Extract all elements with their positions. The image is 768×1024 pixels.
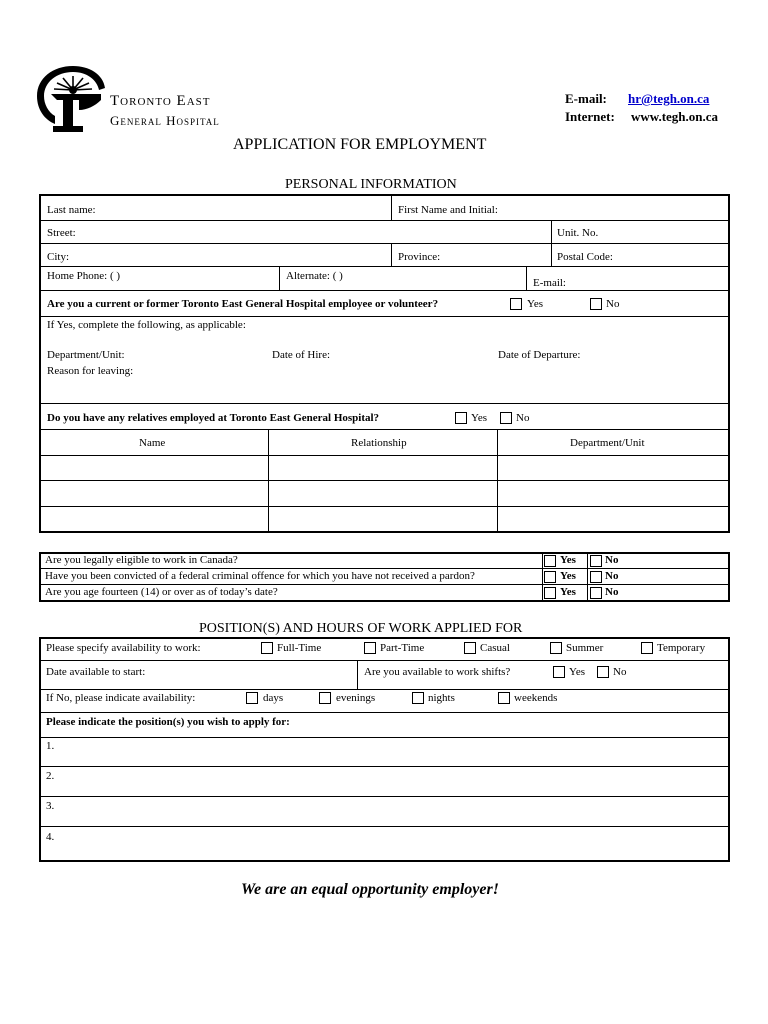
shifts-no-label: No [613, 666, 627, 678]
evenings-label: evenings [336, 692, 376, 704]
summer-label: Summer [566, 642, 604, 654]
temporary-checkbox[interactable] [641, 642, 653, 654]
unit-field[interactable]: Unit. No. [557, 227, 599, 239]
eligibility-yes-label: Yes [560, 554, 576, 566]
internet-label: Internet: [565, 109, 615, 124]
positions-instruction: Please indicate the position(s) you wish to apply for: [46, 716, 290, 728]
eligibility-yes-label: Yes [560, 570, 576, 582]
relatives-yes-label: Yes [471, 412, 488, 424]
org-name-line2: General Hospital [110, 113, 220, 128]
first-name-field[interactable]: First Name and Initial: [398, 204, 498, 216]
relatives-yes-checkbox[interactable] [455, 412, 467, 424]
eligibility-no-checkbox[interactable] [590, 587, 602, 599]
eligibility-question: Have you been convicted of a federal criminal offence for which you have not received a pardon? [45, 570, 475, 582]
hospital-logo [33, 60, 105, 136]
eligibility-question: Are you legally eligible to work in Canada? [45, 554, 238, 566]
nights-checkbox[interactable] [412, 692, 424, 704]
date-available-field[interactable]: Date available to start: [46, 666, 146, 678]
if-yes-instruction: If Yes, complete the following, as applicable: [47, 319, 246, 331]
eligibility-yes-checkbox[interactable] [544, 587, 556, 599]
eligibility-yes-checkbox[interactable] [544, 571, 556, 583]
province-field[interactable]: Province: [398, 251, 441, 263]
relatives-question: Do you have any relatives employed at Toronto East General Hospital? [47, 412, 380, 424]
eligibility-no-label: No [605, 570, 619, 582]
eligibility-yes-checkbox[interactable] [544, 555, 556, 567]
alternate-phone-field[interactable]: Alternate: ( ) [286, 270, 343, 282]
page-title: APPLICATION FOR EMPLOYMENT [233, 136, 487, 153]
part-time-label: Part-Time [380, 642, 425, 654]
position-line[interactable]: 1. [46, 740, 55, 752]
weekends-checkbox[interactable] [498, 692, 510, 704]
position-line[interactable]: 2. [46, 770, 55, 782]
casual-checkbox[interactable] [464, 642, 476, 654]
personal-info-heading: PERSONAL INFORMATION [285, 177, 457, 192]
evenings-checkbox[interactable] [319, 692, 331, 704]
street-field[interactable]: Street: [47, 227, 76, 239]
city-field[interactable]: City: [47, 251, 70, 263]
shifts-question: Are you available to work shifts? [364, 666, 511, 678]
relatives-col-name: Name [139, 437, 166, 449]
relatives-col-relationship: Relationship [351, 437, 407, 449]
full-time-label: Full-Time [277, 642, 322, 654]
employee-yes-label: Yes [527, 298, 544, 310]
days-label: days [263, 692, 284, 704]
shifts-yes-checkbox[interactable] [553, 666, 565, 678]
position-line[interactable]: 3. [46, 800, 55, 812]
employee-no-label: No [606, 298, 620, 310]
employee-question: Are you a current or former Toronto East General Hospital employee or volunteer? [47, 298, 439, 310]
last-name-field[interactable]: Last name: [47, 204, 96, 216]
date-of-hire-field[interactable]: Date of Hire: [272, 349, 331, 361]
if-no-availability-label: If No, please indicate availability: [46, 692, 196, 704]
casual-label: Casual [480, 642, 510, 654]
department-field[interactable]: Department/Unit: [47, 349, 125, 361]
reason-for-leaving-field[interactable]: Reason for leaving: [47, 365, 134, 377]
relatives-no-checkbox[interactable] [500, 412, 512, 424]
employee-yes-checkbox[interactable] [510, 298, 522, 310]
email-link[interactable]: hr@tegh.on.ca [628, 91, 710, 106]
eligibility-no-label: No [605, 586, 619, 598]
eligibility-no-checkbox[interactable] [590, 555, 602, 567]
equal-opportunity-statement: We are an equal opportunity employer! [241, 881, 499, 898]
eligibility-yes-label: Yes [560, 586, 576, 598]
relatives-no-label: No [516, 412, 530, 424]
eligibility-no-checkbox[interactable] [590, 571, 602, 583]
shifts-yes-label: Yes [569, 666, 586, 678]
days-checkbox[interactable] [246, 692, 258, 704]
org-name-line1: Toronto East [110, 93, 211, 109]
nights-label: nights [428, 692, 455, 704]
full-time-checkbox[interactable] [261, 642, 273, 654]
eligibility-no-label: No [605, 554, 619, 566]
postal-code-field[interactable]: Postal Code: [557, 251, 613, 263]
summer-checkbox[interactable] [550, 642, 562, 654]
position-heading: POSITION(S) AND HOURS OF WORK APPLIED FOR [199, 621, 523, 636]
personal-info-section [39, 194, 730, 533]
internet-url: www.tegh.on.ca [631, 109, 719, 124]
temporary-label: Temporary [657, 642, 706, 654]
email-field[interactable]: E-mail: [533, 277, 566, 289]
date-of-departure-field[interactable]: Date of Departure: [498, 349, 581, 361]
weekends-label: weekends [514, 692, 558, 704]
relatives-col-department: Department/Unit [570, 437, 645, 449]
home-phone-field[interactable]: Home Phone: ( ) [47, 270, 121, 282]
part-time-checkbox[interactable] [364, 642, 376, 654]
shifts-no-checkbox[interactable] [597, 666, 609, 678]
email-label: E-mail: [565, 91, 607, 106]
availability-label: Please specify availability to work: [46, 642, 201, 654]
eligibility-question: Are you age fourteen (14) or over as of today’s date? [45, 586, 278, 598]
employee-no-checkbox[interactable] [590, 298, 602, 310]
position-line[interactable]: 4. [46, 831, 55, 843]
